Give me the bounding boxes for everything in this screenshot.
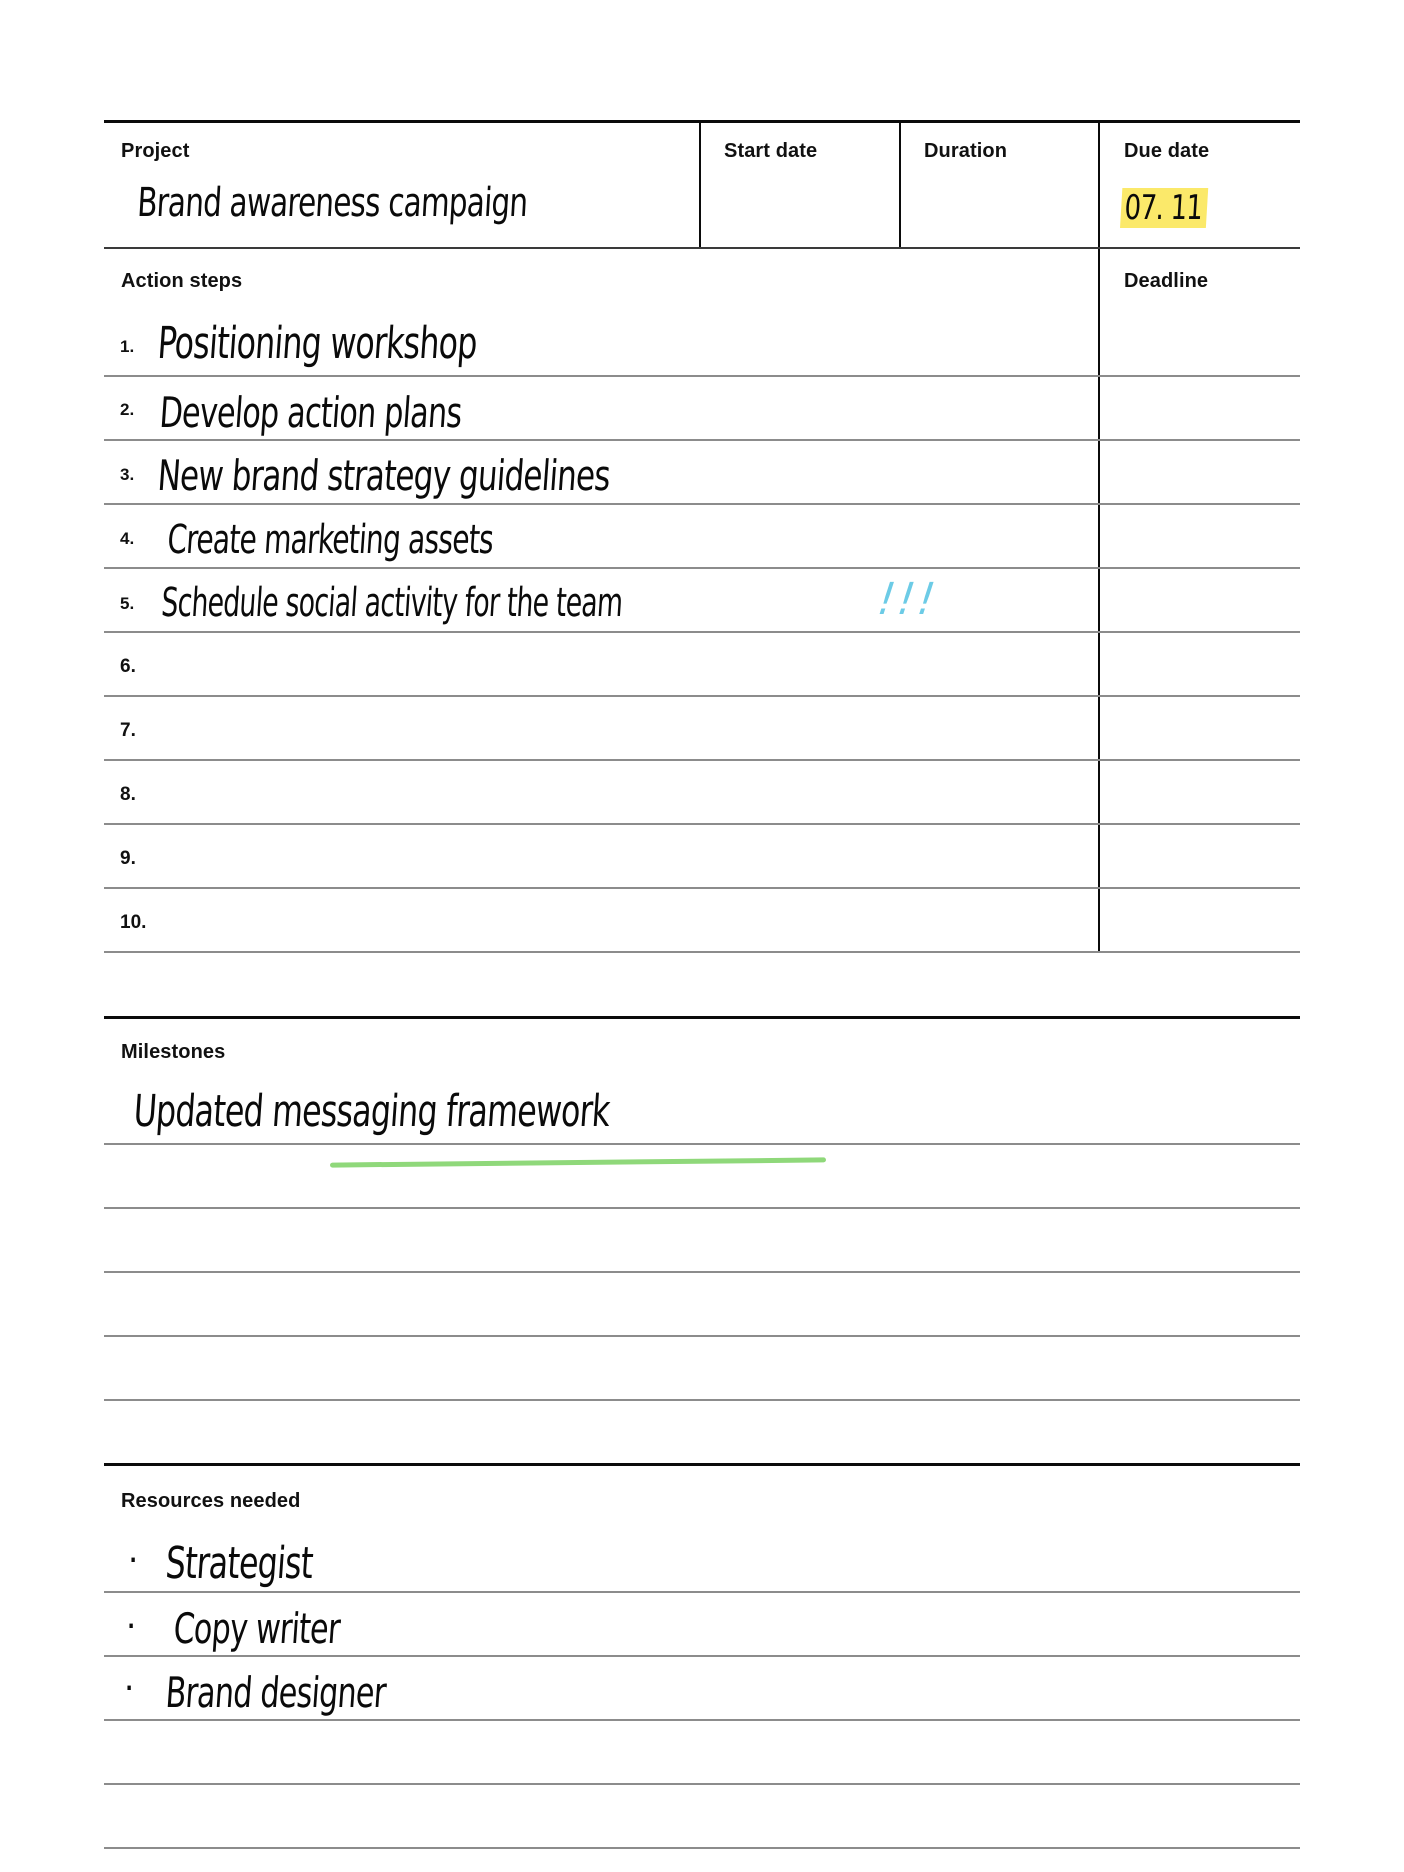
resource-bullet: ·	[126, 1606, 136, 1647]
step-number: 3.	[120, 465, 135, 484]
project-label: Project	[121, 140, 190, 162]
step-number: 8.	[120, 784, 136, 805]
deadline-cell[interactable]	[1101, 825, 1300, 887]
action-step-row[interactable]	[104, 697, 1098, 759]
action-step-row[interactable]	[104, 633, 1098, 695]
header-divider-project	[699, 121, 701, 249]
resource-row[interactable]	[104, 1785, 1300, 1847]
header-bottom-border	[104, 247, 1300, 249]
resource-rule-5	[104, 1847, 1300, 1849]
start-date-field[interactable]	[710, 175, 890, 235]
action-step-row[interactable]	[104, 825, 1098, 887]
spacer-rule	[104, 951, 1300, 953]
milestone-text: Updated messaging framework	[132, 1086, 612, 1137]
milestone-rule-5	[104, 1399, 1300, 1401]
duration-field[interactable]	[910, 175, 1090, 235]
milestones-top-border	[104, 1016, 1300, 1019]
duration-label: Duration	[924, 140, 1008, 162]
deadline-cell[interactable]	[1101, 633, 1300, 695]
deadline-cell[interactable]	[1101, 313, 1300, 375]
step-text: Develop action plans	[158, 388, 464, 437]
deadline-label: Deadline	[1124, 270, 1209, 292]
step-number: 5.	[120, 594, 135, 613]
step-number: 6.	[120, 656, 136, 677]
step-number: 1.	[120, 337, 135, 356]
start-date-label: Start date	[724, 140, 818, 162]
resource-bullet: ·	[128, 1540, 138, 1581]
deadline-cell[interactable]	[1101, 441, 1300, 503]
step-number: 9.	[120, 848, 136, 869]
milestones-label: Milestones	[121, 1041, 226, 1063]
resource-text: Copy writer	[172, 1604, 342, 1653]
header-top-border	[104, 120, 1300, 123]
emphasis-marks: !!!	[870, 574, 947, 625]
due-date-field[interactable]	[1120, 188, 1221, 228]
milestone-row[interactable]	[104, 1337, 1300, 1399]
step-number: 7.	[120, 720, 136, 741]
header-divider-duration	[1098, 121, 1100, 953]
milestone-row[interactable]	[104, 1273, 1300, 1335]
resource-row[interactable]	[104, 1721, 1300, 1783]
step-text: New brand strategy guidelines	[156, 451, 612, 500]
project-value[interactable]: Brand awareness campaign	[136, 180, 529, 226]
step-number: 2.	[120, 400, 135, 419]
deadline-cell[interactable]	[1101, 697, 1300, 759]
action-step-row[interactable]	[104, 889, 1098, 951]
step-number: 4.	[120, 529, 135, 548]
deadline-cell[interactable]	[1101, 505, 1300, 567]
deadline-cell[interactable]	[1101, 569, 1300, 631]
due-date-label: Due date	[1124, 140, 1210, 162]
milestone-row[interactable]	[104, 1145, 1300, 1207]
step-text: Create marketing assets	[166, 517, 495, 563]
resources-top-border	[104, 1463, 1300, 1466]
step-number: 10.	[120, 912, 147, 933]
milestone-row[interactable]	[104, 1209, 1300, 1271]
resource-text: Brand designer	[164, 1668, 388, 1717]
step-text: Schedule social activity for the team	[160, 580, 624, 626]
action-steps-label: Action steps	[121, 270, 243, 292]
due-date-value: 07. 11	[1120, 188, 1208, 228]
resources-label: Resources needed	[121, 1490, 301, 1512]
action-step-row[interactable]	[104, 761, 1098, 823]
step-text: Positioning workshop	[156, 318, 479, 369]
deadline-cell[interactable]	[1101, 761, 1300, 823]
deadline-cell[interactable]	[1101, 889, 1300, 951]
deadline-cell[interactable]	[1101, 377, 1300, 439]
resource-bullet: ·	[124, 1668, 134, 1709]
resource-text: Strategist	[164, 1538, 315, 1589]
header-divider-start	[899, 121, 901, 249]
